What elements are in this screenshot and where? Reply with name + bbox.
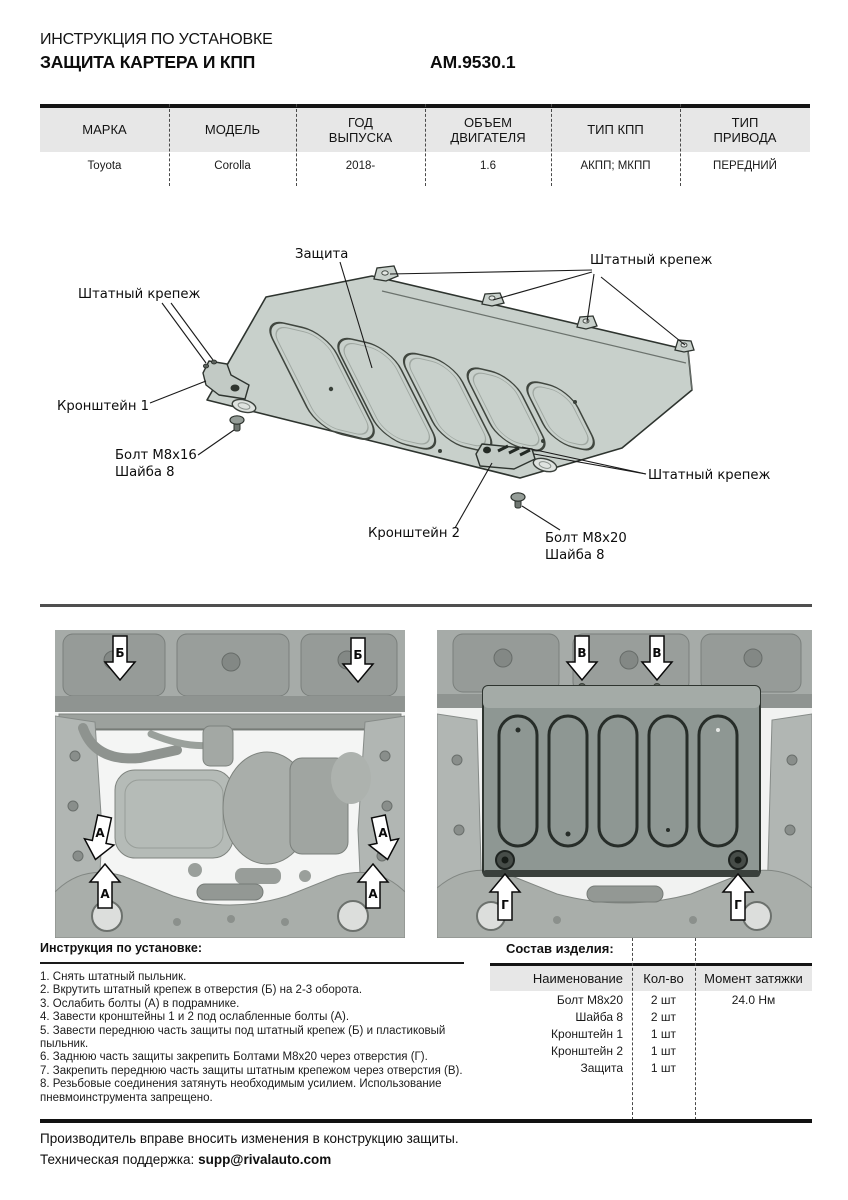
parts-row xyxy=(490,1043,812,1060)
underbody-photo-before xyxy=(55,630,405,938)
svg-text:В: В xyxy=(577,646,587,660)
label-bolt-m8x20: Болт М8х20 xyxy=(545,531,627,546)
label-washer8-right: Шайба 8 xyxy=(545,548,605,563)
footer-rule xyxy=(40,1119,812,1123)
svg-text:Б: Б xyxy=(115,646,125,660)
model-value: Corolla xyxy=(214,160,251,172)
part-qty: 2 шт xyxy=(650,1009,677,1024)
table-divider xyxy=(551,104,552,186)
underbody-photo-installed xyxy=(437,630,812,938)
support-email[interactable]: supp@rivalauto.com xyxy=(198,1152,332,1167)
parts-table-divider xyxy=(695,938,696,1120)
installation-instructions xyxy=(40,941,464,1105)
svg-text:Г: Г xyxy=(501,898,509,912)
part-qty: 1 шт xyxy=(650,1061,677,1076)
label-plate: Защита xyxy=(295,247,349,262)
parts-table-header-row xyxy=(490,966,812,991)
section-divider xyxy=(40,604,812,607)
label-oem-fastener-left: Штатный крепеж xyxy=(78,287,201,302)
label-oem-fastener-bottom: Штатный крепеж xyxy=(648,468,771,483)
support-label: Техническая поддержка: xyxy=(40,1152,195,1167)
svg-text:А: А xyxy=(368,887,378,901)
gearbox-value: АКПП; МКПП xyxy=(580,160,651,172)
parts-row xyxy=(490,1008,812,1025)
table-divider xyxy=(169,104,170,186)
col-header-qty: Кол-во xyxy=(643,971,684,986)
parts-list-title: Состав изделия: xyxy=(506,941,614,956)
part-name: Кронштейн 2 xyxy=(551,1044,623,1059)
col-header-torque: Момент затяжки xyxy=(704,971,803,986)
svg-text:Б: Б xyxy=(353,648,363,662)
step: 1. Снять штатный пыльник. xyxy=(40,971,187,983)
step: 8. Резьбовые соединения затянуть необходимым усилием. Использование пневмоинструмента запрещено. xyxy=(40,1078,442,1104)
table-divider xyxy=(425,104,426,186)
col-header-model: МОДЕЛЬ xyxy=(204,122,261,137)
svg-text:Г: Г xyxy=(734,898,742,912)
skid-plate-illustration xyxy=(207,266,694,478)
table-divider xyxy=(680,104,681,186)
step: 3. Ослабить болты (А) в подрамнике. xyxy=(40,997,240,1010)
drive-value: ПЕРЕДНИЙ xyxy=(713,160,777,172)
svg-text:А: А xyxy=(100,887,110,901)
part-qty: 1 шт xyxy=(650,1044,677,1059)
engine-value: 1.6 xyxy=(480,160,496,172)
step: 2. Вкрутить штатный крепеж в отверстия (Б) на 2-3 оборота. xyxy=(40,984,363,997)
svg-text:А: А xyxy=(378,826,388,840)
part-name: Защита xyxy=(580,1061,623,1076)
footer xyxy=(40,1128,459,1170)
part-name: Кронштейн 1 xyxy=(551,1026,623,1041)
step: 4. Завести кронштейны 1 и 2 под ослабленные болты (А). xyxy=(40,1011,350,1024)
instructions-title: Инструкция по установке: xyxy=(40,941,464,964)
svg-text:В: В xyxy=(652,646,662,660)
instructions-steps xyxy=(40,971,464,1105)
doc-type-title: ИНСТРУКЦИЯ ПО УСТАНОВКЕ xyxy=(40,31,273,48)
step: 7. Закрепить переднюю часть защиты штатным крепежом через отверстия (В). xyxy=(40,1064,463,1077)
parts-table-divider xyxy=(632,938,633,1120)
product-title: ЗАЩИТА КАРТЕРА И КПП xyxy=(40,52,256,72)
support-line xyxy=(40,1149,459,1170)
disclaimer: Производитель вправе вносить изменения в конструкцию защиты. xyxy=(40,1131,459,1146)
part-torque xyxy=(695,1043,812,1060)
col-header-drive: ТИП ПРИВОДА xyxy=(713,114,777,145)
brand-value: Toyota xyxy=(87,160,122,172)
label-oem-fastener-top: Штатный крепеж xyxy=(590,253,713,268)
label-washer8-left: Шайба 8 xyxy=(115,465,175,480)
svg-text:А: А xyxy=(95,826,105,840)
table-divider xyxy=(296,104,297,186)
label-bracket1: Кронштейн 1 xyxy=(57,399,150,414)
col-header-gearbox: ТИП КПП xyxy=(587,122,644,137)
label-bracket2: Кронштейн 2 xyxy=(368,526,461,541)
part-torque xyxy=(695,1025,812,1042)
part-qty: 2 шт xyxy=(650,992,677,1007)
col-header-brand: МАРКА xyxy=(82,122,127,137)
parts-row xyxy=(490,1060,812,1077)
part-name: Шайба 8 xyxy=(575,1009,623,1024)
col-header-year: ГОД ВЫПУСКА xyxy=(328,114,393,145)
parts-list xyxy=(490,941,812,1077)
part-qty: 1 шт xyxy=(650,1026,677,1041)
part-torque: 24.0 Нм xyxy=(731,992,776,1007)
bolt-m8x20-illustration xyxy=(511,493,525,508)
step: 5. Завести переднюю часть защиты под штатный крепеж (Б) и пластиковый пыльник. xyxy=(40,1024,446,1051)
part-name: Болт М8х20 xyxy=(556,992,623,1007)
installed-plate xyxy=(483,686,760,877)
parts-row xyxy=(490,1025,812,1042)
year-value: 2018- xyxy=(345,160,376,172)
assembly-diagram xyxy=(0,225,848,587)
col-header-name: Наименование xyxy=(532,971,623,986)
part-number: АМ.9530.1 xyxy=(430,52,516,72)
label-bolt-m8x16: Болт М8х16 xyxy=(115,448,197,463)
parts-row xyxy=(490,991,812,1008)
bolt-m8x16-illustration xyxy=(230,416,244,431)
part-torque xyxy=(695,1008,812,1025)
step: 6. Заднюю часть защиты закрепить Болтами М8х20 через отверстия (Г). xyxy=(40,1051,428,1064)
part-torque xyxy=(695,1060,812,1077)
col-header-engine: ОБЪЕМ ДВИГАТЕЛЯ xyxy=(450,114,526,145)
